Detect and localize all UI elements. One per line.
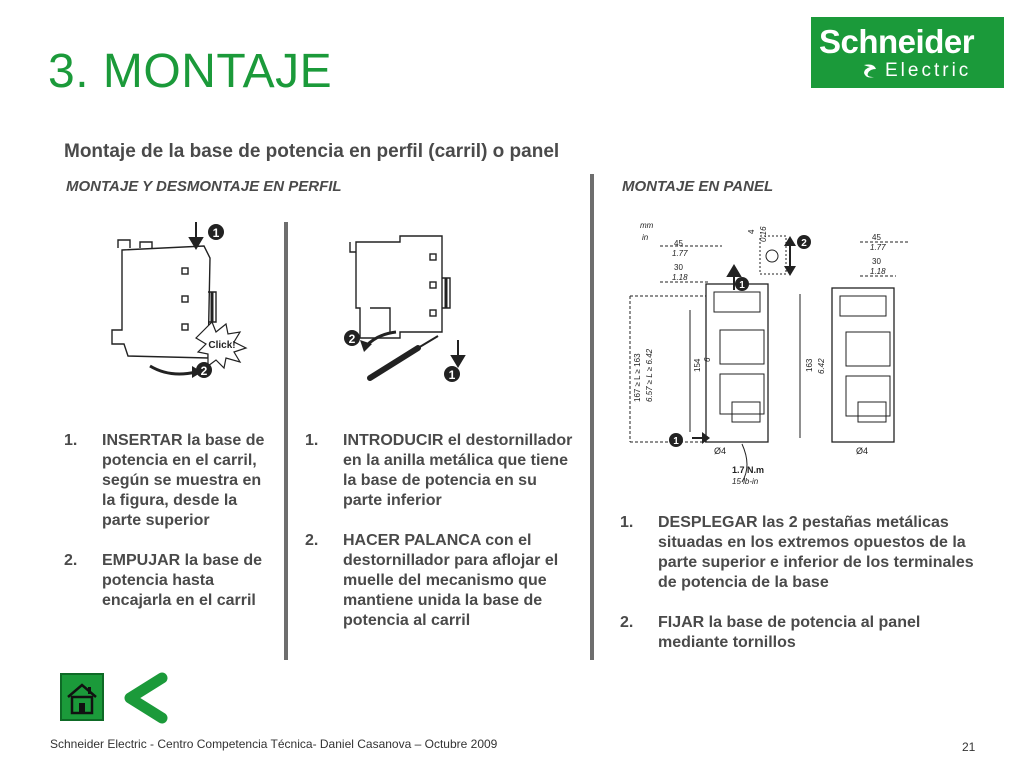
page-number: 21 (962, 740, 976, 754)
step-text: DESPLEGAR las 2 pestañas metálicas situadas en los extremos opuestos de la parte superior e inferior de los terminales de potencia de la base (658, 514, 974, 591)
step-text: FIJAR la base de potencia al panel mediante tornillos (658, 614, 921, 651)
chevron-left-icon (120, 672, 170, 724)
step-item (64, 551, 270, 611)
footer-credit: Schneider Electric - Centro Competencia Técnica- Daniel Casanova – Octubre 2009 (50, 737, 498, 751)
logo-brand-text: Schneider (819, 23, 975, 60)
step-item (305, 431, 575, 511)
step-text: EMPUJAR la base de potencia hasta encajarla en el carril (102, 552, 263, 609)
svg-text:154: 154 (693, 358, 702, 372)
step-number: 2. (64, 552, 78, 569)
svg-text:30: 30 (674, 263, 683, 272)
svg-text:0.16: 0.16 (759, 226, 768, 242)
svg-text:167 ≥ L ≥ 163: 167 ≥ L ≥ 163 (633, 353, 642, 402)
svg-text:Ø4: Ø4 (714, 446, 727, 456)
step-number: 1. (64, 432, 78, 449)
figure-panel-mounting (610, 212, 930, 497)
figure-insert-base (100, 218, 260, 388)
column-divider-right (590, 174, 594, 660)
svg-text:1: 1 (212, 226, 220, 240)
logo-sub-text: Electric (885, 60, 972, 81)
home-button[interactable] (60, 673, 104, 721)
step-number: 1. (620, 514, 634, 531)
svg-text:6.57 ≥ L ≥ 6.42: 6.57 ≥ L ≥ 6.42 (645, 348, 654, 402)
steps-column-insert (64, 431, 270, 631)
back-button[interactable] (120, 672, 170, 724)
svg-text:1.7 N.m: 1.7 N.m (732, 465, 765, 475)
step-number: 2. (305, 532, 319, 549)
step-number: 2. (620, 614, 634, 631)
svg-text:1: 1 (673, 436, 679, 447)
svg-text:4: 4 (747, 229, 756, 234)
step-text: INSERTAR la base de potencia en el carril, según se muestra en la figura, desde la parte superior (102, 432, 265, 529)
step-text: INTRODUCIR el destornillador en la anilla metálica que tiene la base de potencia en su parte inferior (343, 432, 573, 509)
step-item (64, 431, 270, 531)
step-number: 1. (305, 432, 319, 449)
svg-text:1: 1 (739, 280, 745, 291)
figure-screwdriver-removal (330, 228, 480, 393)
page-title: 3. MONTAJE (48, 45, 333, 98)
step-item (305, 531, 575, 631)
svg-text:45: 45 (872, 233, 881, 242)
svg-text:2: 2 (200, 364, 208, 378)
section-heading-panel: MONTAJE EN PANEL (622, 178, 774, 195)
home-icon (62, 675, 102, 719)
svg-text:15 lb-in: 15 lb-in (732, 477, 759, 486)
svg-text:45: 45 (674, 239, 683, 248)
svg-text:2: 2 (348, 332, 356, 346)
svg-text:30: 30 (872, 257, 881, 266)
step-text: HACER PALANCA con el destornillador para aflojar el muelle del mecanismo que mantiene unida la base de potencia al carril (343, 532, 559, 629)
svg-text:Click!: Click! (208, 340, 236, 351)
slide-subtitle: Montaje de la base de potencia en perfil (carril) o panel (64, 141, 560, 162)
svg-text:163: 163 (805, 358, 814, 372)
svg-text:6.42: 6.42 (817, 358, 826, 374)
section-heading-perfil: MONTAJE Y DESMONTAJE EN PERFIL (66, 178, 342, 195)
step-item (620, 613, 980, 653)
svg-text:2: 2 (801, 238, 807, 249)
steps-column-panel (620, 513, 980, 673)
svg-text:in: in (642, 233, 649, 242)
svg-text:mm: mm (640, 221, 654, 230)
logo-emblem-icon (860, 61, 880, 81)
schneider-electric-logo (811, 17, 1004, 88)
steps-column-removal (305, 431, 575, 651)
svg-text:1.77: 1.77 (672, 249, 688, 258)
svg-text:1: 1 (448, 368, 456, 382)
column-divider-left (284, 222, 288, 660)
svg-text:1.77: 1.77 (870, 243, 886, 252)
svg-text:Ø4: Ø4 (856, 446, 869, 456)
step-item (620, 513, 980, 593)
svg-text:1.18: 1.18 (672, 273, 688, 282)
svg-text:6: 6 (703, 357, 712, 362)
svg-text:1.18: 1.18 (870, 267, 886, 276)
